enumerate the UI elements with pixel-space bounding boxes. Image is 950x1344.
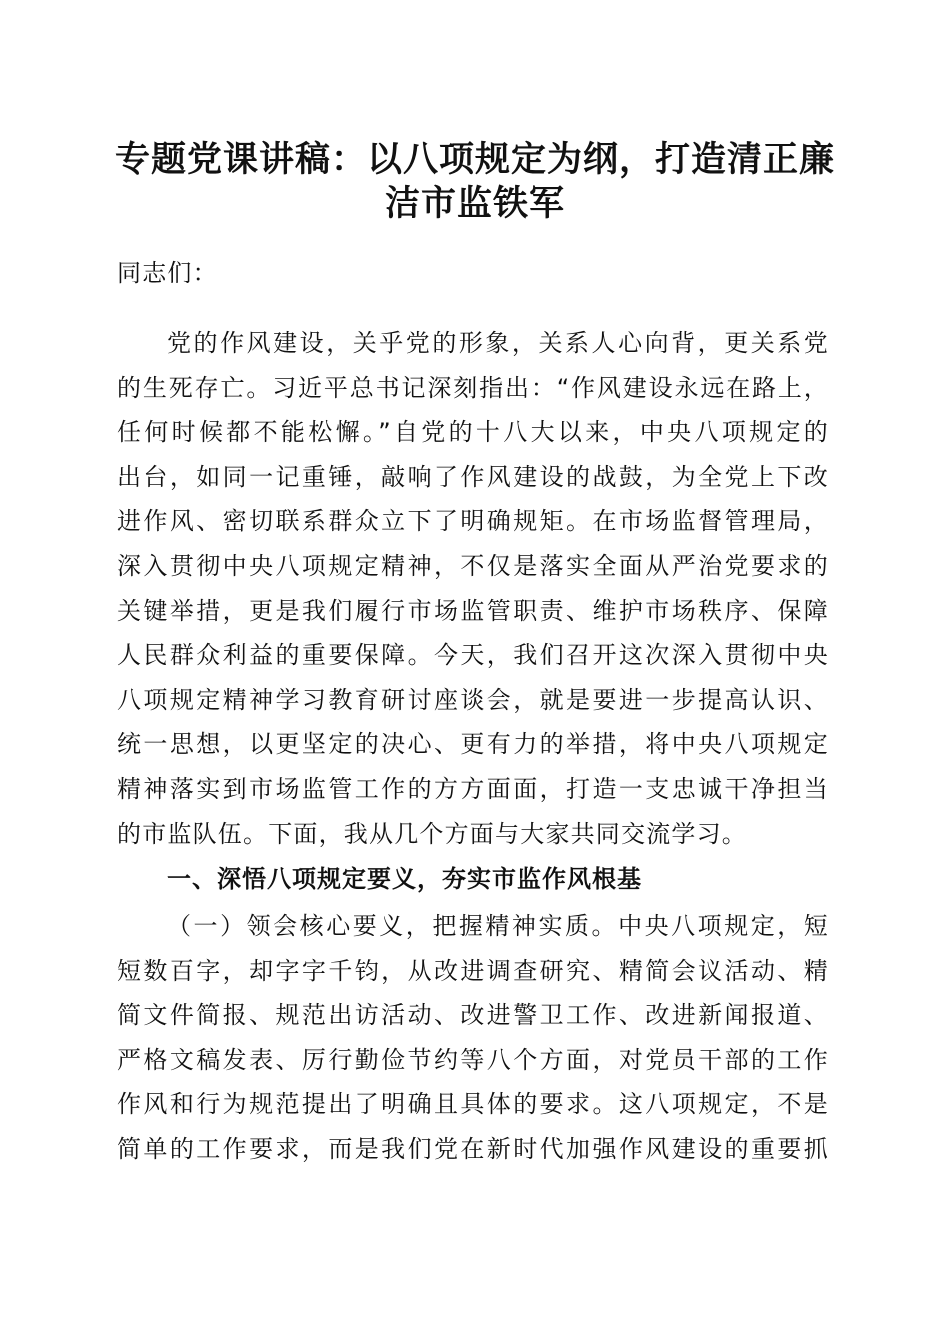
text-line: 精神落实到市场监管工作的方方面面，打造一支忠诚干净担当 <box>117 774 829 803</box>
title-line-1: 专题党课讲稿：以八项规定为纲，打造清正廉 <box>114 139 835 180</box>
text-line: 短数百字，却字字千钧，从改进调查研究、精简会议活动、精 <box>117 956 829 985</box>
text-line: 统一思想，以更坚定的决心、更有力的举措，将中央八项规定 <box>117 730 829 759</box>
document-title <box>100 138 850 226</box>
text-line: 严格文稿发表、厉行勤俭节约等八个方面，对党员干部的工作 <box>117 1045 829 1074</box>
text-line: 人民群众利益的重要保障。今天，我们召开这次深入贯彻中央 <box>117 641 829 670</box>
text-line: 作风和行为规范提出了明确且具体的要求。这八项规定，不是 <box>117 1090 829 1119</box>
text-line: 简单的工作要求，而是我们党在新时代加强作风建设的重要抓 <box>117 1134 829 1163</box>
text-line: 出台，如同一记重锤，敲响了作风建设的战鼓，为全党上下改 <box>117 462 829 491</box>
title-line-2: 洁市监铁军 <box>384 183 565 224</box>
paragraph-intro <box>117 321 829 856</box>
section-heading-1: 一、深悟八项规定要义，夯实市监作风根基 <box>167 865 642 893</box>
text-line: 的市监队伍。下面，我从几个方面与大家共同交流学习。 <box>117 819 747 848</box>
text-line: 八项规定精神学习教育研讨座谈会，就是要进一步提高认识、 <box>117 685 829 714</box>
salutation: 同志们： <box>117 259 218 287</box>
paragraph-section1-1 <box>117 904 829 1172</box>
text-line: 关键举措，更是我们履行市场监管职责、维护市场秩序、保障 <box>117 596 829 625</box>
text-line: 任何时候都不能松懈。”自党的十八大以来，中央八项规定的 <box>117 418 829 447</box>
text-line: 深入贯彻中央八项规定精神，不仅是落实全面从严治党要求的 <box>117 551 829 580</box>
text-line: 的生死存亡。习近平总书记深刻指出：“作风建设永远在路上， <box>117 373 829 402</box>
text-line: 简文件简报、规范出访活动、改进警卫工作、改进新闻报道、 <box>117 1001 829 1030</box>
text-line: 党的作风建设，关乎党的形象，关系人心向背，更关系党 <box>167 329 829 357</box>
text-line: （一）领会核心要义，把握精神实质。中央八项规定，短 <box>167 912 829 940</box>
text-line: 进作风、密切联系群众立下了明确规矩。在市场监督管理局， <box>117 507 829 536</box>
